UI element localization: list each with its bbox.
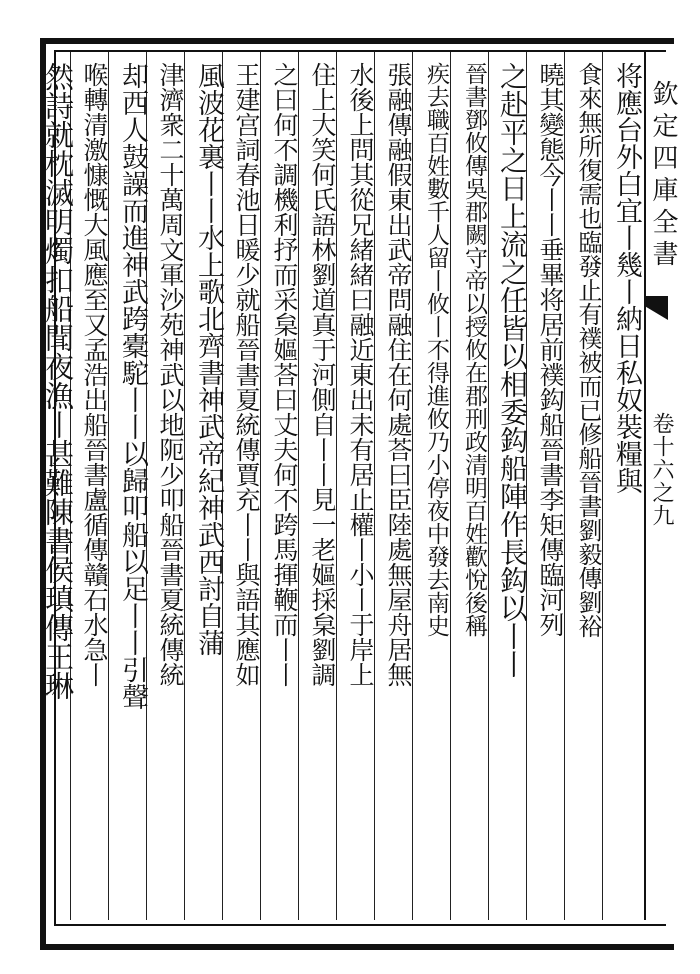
text-column: 住上大笑何氏語林劉道真于河側自丨丨見一老嫗採枲劉調	[308, 62, 337, 687]
text-column: 曉其變態今丨丨垂畢将居前襆鈎船晉書李矩傳臨河列	[536, 62, 565, 637]
text-column: 然詩就枕滅明燭扣船聞夜漁丨甚難陳書侯瑱傳王琳	[41, 62, 75, 700]
margin-volume-label: 卷十六之九	[649, 412, 674, 527]
text-column: 張融傳融假東出武帝問融住在何處荅曰臣陸處無屋舟居無	[384, 62, 413, 687]
text-column: 津濟衆二十萬周文軍沙苑神武以地阨少叩船晉書夏統傳統	[156, 62, 185, 687]
text-column: 風波花裏丨丨水上歌北齊書神武帝紀神武西討自蒲	[193, 62, 224, 656]
text-column: 王建宫詞春池日暖少就船晉書夏統傳賈充丨丨與語其應如	[232, 62, 261, 687]
text-column: 水後上問其從兄緒緒曰融近東出未有居止權丨小丨于岸上	[346, 62, 375, 687]
text-column: 食來無所復需也臨發止有襆被而已修船晉書劉毅傳劉裕	[574, 62, 602, 638]
text-column: 却西人鼓譟而進神武跨橐駝丨丨以歸叩船以足丨丨引聲	[117, 62, 148, 710]
text-column: 之曰何不調機利抒而采枲嫗荅曰丈夫何不跨馬揮鞭而丨丨	[270, 62, 299, 687]
text-column: 之赴平之日上流之任皆以相委鈎船陣作長鈎以丨丨	[496, 62, 529, 678]
margin-book-title: 欽定四庫全書	[648, 80, 678, 272]
text-column: 喉轉清激慷慨大風應至又孟浩出船晉書盧循傳贛石水急丨	[80, 62, 109, 687]
text-column: 将應台外白宜丨幾丨納日私奴裝糧與	[611, 62, 642, 494]
text-column: 疾去職百姓數千人留丨攸丨不得進攸乃小停夜中發去南史	[423, 62, 449, 637]
text-column: 晉書鄧攸傳吳郡闕守帝以授攸在郡刑政清明百姓歡悅後稱	[461, 62, 487, 637]
